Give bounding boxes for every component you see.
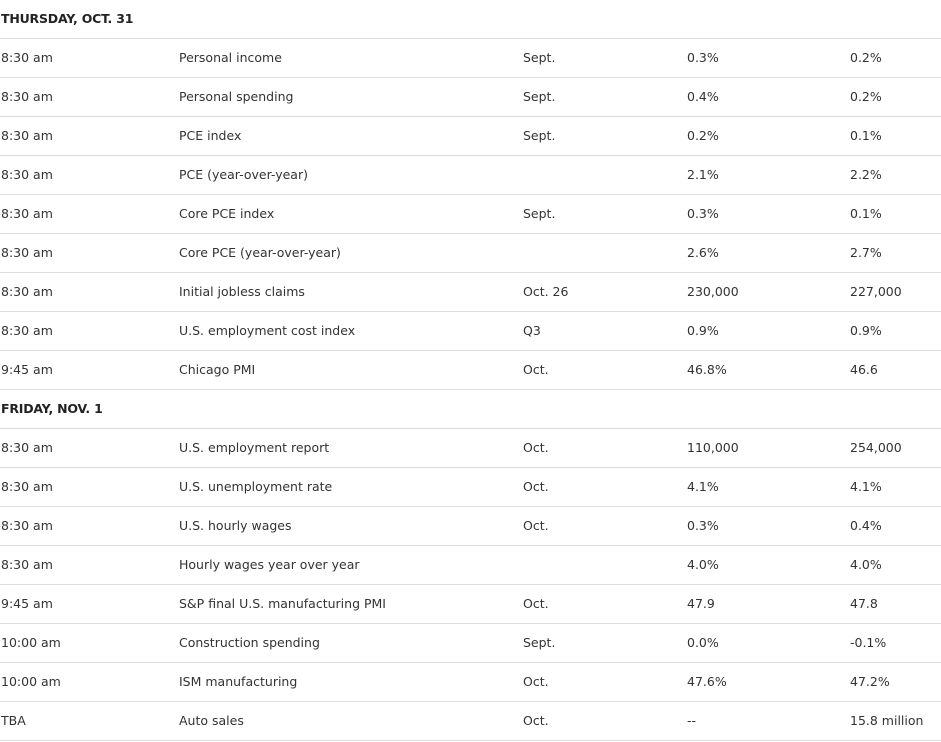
release-time: 8:30 am (1, 167, 53, 182)
report-period: Oct. (523, 440, 549, 455)
report-period: Sept. (523, 635, 556, 650)
table-row (0, 156, 941, 195)
report-period: Oct. (523, 362, 549, 377)
table-row (0, 273, 941, 312)
report-period: Oct. (523, 479, 549, 494)
table-row (0, 39, 941, 78)
release-time: 8:30 am (1, 440, 53, 455)
table-row (0, 117, 941, 156)
actual-value: 2.1% (687, 167, 719, 182)
day-heading: FRIDAY, NOV. 1 (1, 401, 103, 416)
actual-value: 0.3% (687, 518, 719, 533)
actual-value: 47.9 (687, 596, 715, 611)
table-row (0, 702, 941, 741)
release-time: 10:00 am (1, 674, 61, 689)
report-name: U.S. employment cost index (179, 323, 356, 338)
actual-value: 4.0% (687, 557, 719, 572)
report-name: Chicago PMI (179, 362, 256, 377)
report-name: U.S. employment report (179, 440, 330, 455)
report-name: S&P final U.S. manufacturing PMI (179, 596, 386, 611)
actual-value: 0.2% (687, 128, 719, 143)
previous-value: 0.2% (850, 89, 882, 104)
release-time: 8:30 am (1, 557, 53, 572)
release-time: 8:30 am (1, 206, 53, 221)
release-time: 10:00 am (1, 635, 61, 650)
day-heading: THURSDAY, OCT. 31 (1, 11, 134, 26)
previous-value: 0.4% (850, 518, 882, 533)
previous-value: 4.0% (850, 557, 882, 572)
day-heading-row (0, 0, 941, 39)
actual-value: 4.1% (687, 479, 719, 494)
release-time: 8:30 am (1, 89, 53, 104)
report-period: Oct. (523, 674, 549, 689)
actual-value: 0.3% (687, 50, 719, 65)
actual-value: 0.3% (687, 206, 719, 221)
table-row (0, 234, 941, 273)
release-time: 8:30 am (1, 518, 53, 533)
report-period: Oct. (523, 518, 549, 533)
report-period: Q3 (523, 323, 541, 338)
report-name: Personal income (179, 50, 282, 65)
actual-value: 230,000 (687, 284, 739, 299)
report-period: Sept. (523, 128, 556, 143)
report-period: Sept. (523, 50, 556, 65)
actual-value: 0.4% (687, 89, 719, 104)
report-name: U.S. hourly wages (179, 518, 292, 533)
actual-value: 2.6% (687, 245, 719, 260)
table-row (0, 624, 941, 663)
report-name: Hourly wages year over year (179, 557, 360, 572)
report-period: Oct. (523, 596, 549, 611)
release-time: 8:30 am (1, 479, 53, 494)
report-period: Oct. (523, 713, 549, 728)
release-time: TBA (1, 713, 26, 728)
previous-value: 2.2% (850, 167, 882, 182)
actual-value: 46.8% (687, 362, 727, 377)
actual-value: -- (687, 713, 697, 728)
previous-value: 0.2% (850, 50, 882, 65)
previous-value: -0.1% (850, 635, 887, 650)
previous-value: 46.6 (850, 362, 878, 377)
release-time: 8:30 am (1, 284, 53, 299)
report-name: Core PCE index (179, 206, 275, 221)
report-name: Core PCE (year-over-year) (179, 245, 341, 260)
previous-value: 227,000 (850, 284, 902, 299)
table-row (0, 585, 941, 624)
report-period: Sept. (523, 89, 556, 104)
report-name: PCE (year-over-year) (179, 167, 308, 182)
previous-value: 15.8 million (850, 713, 924, 728)
previous-value: 47.2% (850, 674, 890, 689)
table-row (0, 195, 941, 234)
actual-value: 0.9% (687, 323, 719, 338)
report-period: Sept. (523, 206, 556, 221)
actual-value: 47.6% (687, 674, 727, 689)
release-time: 9:45 am (1, 596, 53, 611)
previous-value: 0.1% (850, 206, 882, 221)
previous-value: 47.8 (850, 596, 878, 611)
table-row (0, 429, 941, 468)
report-name: Auto sales (179, 713, 244, 728)
release-time: 8:30 am (1, 50, 53, 65)
actual-value: 110,000 (687, 440, 739, 455)
previous-value: 254,000 (850, 440, 902, 455)
release-time: 9:45 am (1, 362, 53, 377)
table-row (0, 663, 941, 702)
table-row (0, 468, 941, 507)
table-row (0, 507, 941, 546)
report-name: Construction spending (179, 635, 320, 650)
report-name: Personal spending (179, 89, 294, 104)
release-time: 8:30 am (1, 245, 53, 260)
previous-value: 0.9% (850, 323, 882, 338)
report-period: Oct. 26 (523, 284, 569, 299)
release-time: 8:30 am (1, 323, 53, 338)
report-name: U.S. unemployment rate (179, 479, 333, 494)
day-heading-row (0, 390, 941, 429)
report-name: PCE index (179, 128, 242, 143)
previous-value: 2.7% (850, 245, 882, 260)
release-time: 8:30 am (1, 128, 53, 143)
table-row (0, 546, 941, 585)
table-row (0, 78, 941, 117)
actual-value: 0.0% (687, 635, 719, 650)
table-row (0, 351, 941, 390)
previous-value: 0.1% (850, 128, 882, 143)
report-name: Initial jobless claims (179, 284, 305, 299)
previous-value: 4.1% (850, 479, 882, 494)
report-name: ISM manufacturing (179, 674, 298, 689)
table-row (0, 312, 941, 351)
